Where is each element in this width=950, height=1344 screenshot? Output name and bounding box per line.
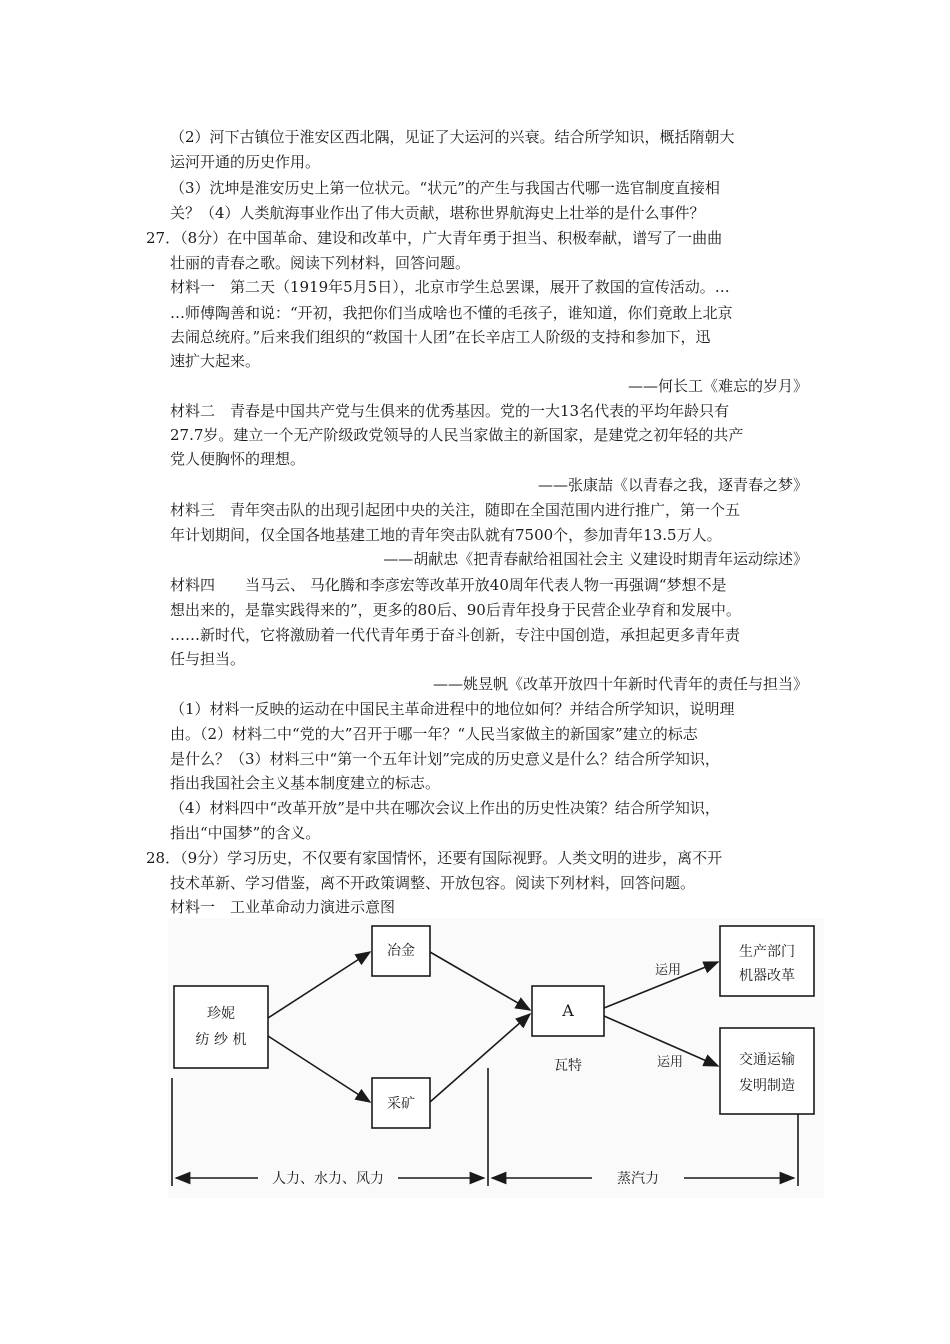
mining-label: 采矿 bbox=[387, 1096, 415, 1112]
jenny-label: 珍妮 bbox=[207, 1006, 235, 1022]
text-line: 指出“中国梦”的含义。 bbox=[170, 824, 321, 842]
text-line: 关？（4）人类航海事业作出了伟大贡献，堪称世界航海史上壮举的是什么事件？ bbox=[170, 204, 705, 222]
range-label-steam: 蒸汽力 bbox=[617, 1171, 659, 1187]
range-label-manual: 人力、水力、风力 bbox=[272, 1171, 384, 1187]
question-28-heading: 28．（9分）学习历史，不仅要有家国情怀，还要有国际视野。人类文明的进步，离不开 bbox=[146, 849, 723, 867]
transport-label: 交通运输 bbox=[739, 1052, 795, 1068]
watt-label: 瓦特 bbox=[554, 1058, 582, 1074]
text-line: 指出我国社会主义基本制度建立的标志。 bbox=[170, 774, 441, 792]
text-line: （2）河下古镇位于淮安区西北隅，见证了大运河的兴衰。结合所学知识，概括隋朝大 bbox=[170, 128, 735, 146]
jenny-box bbox=[174, 986, 268, 1068]
text-line: 任与担当。 bbox=[170, 650, 246, 668]
question-27-heading: 27．（8分）在中国革命、建设和改革中，广大青年勇于担当、积极奉献，谱写了一曲曲 bbox=[146, 229, 723, 247]
text-line: 速扩大起来。 bbox=[170, 352, 261, 370]
text-line: 去闹总统府。”后来我们组织的“救国十人团”在长辛店工人阶级的支持和参加下，迅 bbox=[170, 328, 711, 346]
text-line: …师傅陶善和说：“开初，我把你们当成啥也不懂的毛孩子，谁知道，你们竟敢上北京 bbox=[170, 304, 733, 322]
transport-label: 发明制造 bbox=[739, 1078, 795, 1094]
sub-question: （4）材料四中“改革开放”是中共在哪次会议上作出的历史性决策？结合所学知识， bbox=[170, 799, 720, 817]
transport-box bbox=[720, 1028, 814, 1114]
industrial-revolution-diagram bbox=[168, 918, 824, 1198]
source-citation: ——胡献忠《把青春献给祖国社会主 义建设时期青年运动综述》 bbox=[383, 550, 808, 568]
text-line: 技术革新、学习借鉴，离不开政策调整、开放包容。阅读下列材料，回答问题。 bbox=[170, 874, 696, 892]
sub-question: （1）材料一反映的运动在中国民主革命进程中的地位如何？并结合所学知识，说明理 bbox=[170, 700, 735, 718]
text-line: 由。（2）材料二中“党的大”召开于哪一年？“人民当家做主的新国家”建立的标志 bbox=[170, 725, 698, 743]
source-citation: ——何长工《难忘的岁月》 bbox=[627, 377, 808, 395]
text-line: 年计划期间，仅全国各地基建工地的青年突击队就有7500个，参加青年13.5万人。 bbox=[170, 526, 722, 544]
text-line: 壮丽的青春之歌。阅读下列材料，回答问题。 bbox=[170, 254, 471, 272]
text-line: 是什么？（3）材料三中“第一个五年计划”完成的历史意义是什么？结合所学知识， bbox=[170, 750, 720, 768]
material-1: 材料一 第二天（1919年5月5日），北京市学生总罢课，展开了救国的宣传活动。… bbox=[170, 278, 730, 296]
text-line: 党人便胸怀的理想。 bbox=[170, 450, 306, 468]
text-line: 27.7岁。建立一个无产阶级政党领导的人民当家做主的新国家，是建党之初年轻的共产 bbox=[170, 426, 744, 444]
material-3: 材料三 青年突击队的出现引起团中央的关注，随即在全国范围内进行推广，第一个五 bbox=[170, 501, 741, 519]
source-citation: ——姚昱帆《改革开放四十年新时代青年的责任与担当》 bbox=[432, 675, 808, 693]
text-line: ……新时代，它将激励着一代代青年勇于奋斗创新，专注中国创造，承担起更多青年责 bbox=[170, 626, 741, 644]
material-2: 材料二 青春是中国共产党与生俱来的优秀基因。党的一大13名代表的平均年龄只有 bbox=[170, 402, 730, 420]
a-label: A bbox=[562, 1001, 574, 1020]
jenny-label: 纺 纱 机 bbox=[195, 1032, 247, 1048]
production-box bbox=[720, 926, 814, 996]
source-citation: ——张康喆《以青春之我，逐青春之梦》 bbox=[537, 476, 808, 494]
apply-label: 运用 bbox=[656, 1055, 684, 1070]
text-line: 运河开通的历史作用。 bbox=[170, 153, 321, 171]
apply-label: 运用 bbox=[654, 963, 682, 978]
metallurgy-label: 冶金 bbox=[387, 943, 415, 959]
production-label: 生产部门 bbox=[739, 944, 795, 960]
text-line: （3）沈坤是淮安历史上第一位状元。“状元”的产生与我国古代哪一选官制度直接相 bbox=[170, 179, 720, 197]
production-label: 机器改革 bbox=[739, 968, 795, 984]
text-line: 想出来的，是靠实践得来的”，更多的80后、90后青年投身于民营企业孕育和发展中。 bbox=[170, 601, 741, 619]
material-1-caption: 材料一 工业革命动力演进示意图 bbox=[170, 898, 396, 916]
material-4: 材料四 当马云、 马化腾和李彦宏等改革开放40周年代表人物一再强调“梦想不是 bbox=[170, 576, 727, 594]
